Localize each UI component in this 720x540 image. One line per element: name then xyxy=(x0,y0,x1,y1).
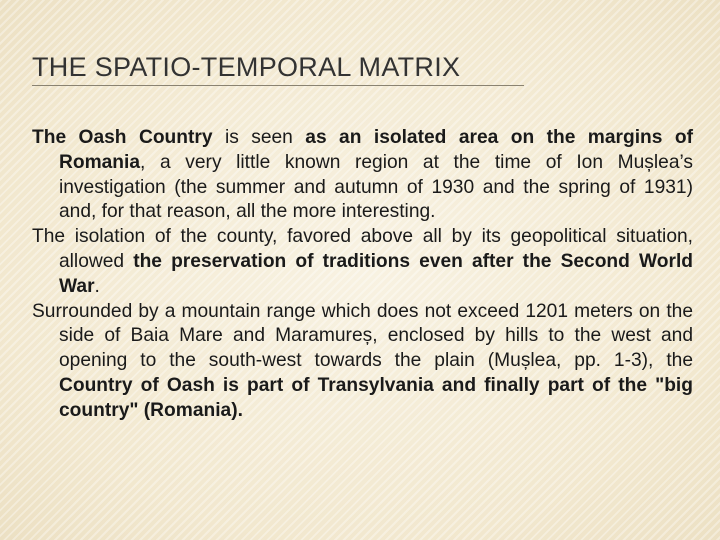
text-segment: as an isolated area on the margins of Romania xyxy=(59,127,693,173)
paragraph-3 xyxy=(32,300,693,424)
slide-body xyxy=(32,126,693,424)
paragraph-1 xyxy=(32,126,693,225)
text-segment: the preservation of traditions even after the Second World War xyxy=(59,250,693,297)
text-segment: Country of Oash is part of Transylvania and finally part of the "big country" (Romania). xyxy=(59,374,693,421)
text-segment: is seen xyxy=(212,127,306,148)
text-segment: Surrounded by a mountain range which does not exceed 1201 meters on the side of Baia Mare and Maramureș, enclosed by hills to the west and opening to the south-west towards the plain (Mușlea, pp. 1-3), the xyxy=(32,300,693,372)
paragraph-2 xyxy=(32,225,693,299)
text-segment: The isolation of the county, favored above all by its geopolitical situation, allowed xyxy=(32,226,693,272)
text-segment: The Oash Country xyxy=(32,127,213,148)
title-underline xyxy=(32,85,524,86)
slide-title: THE SPATIO-TEMPORAL MATRIX xyxy=(32,52,461,82)
text-segment: . xyxy=(94,275,100,297)
text-segment: , a very little known region at the time of Ion Mușlea’s investigation (the summer and autumn of 1930 and the spring of 1931) and, for that reason, all the more interesting. xyxy=(59,151,693,223)
